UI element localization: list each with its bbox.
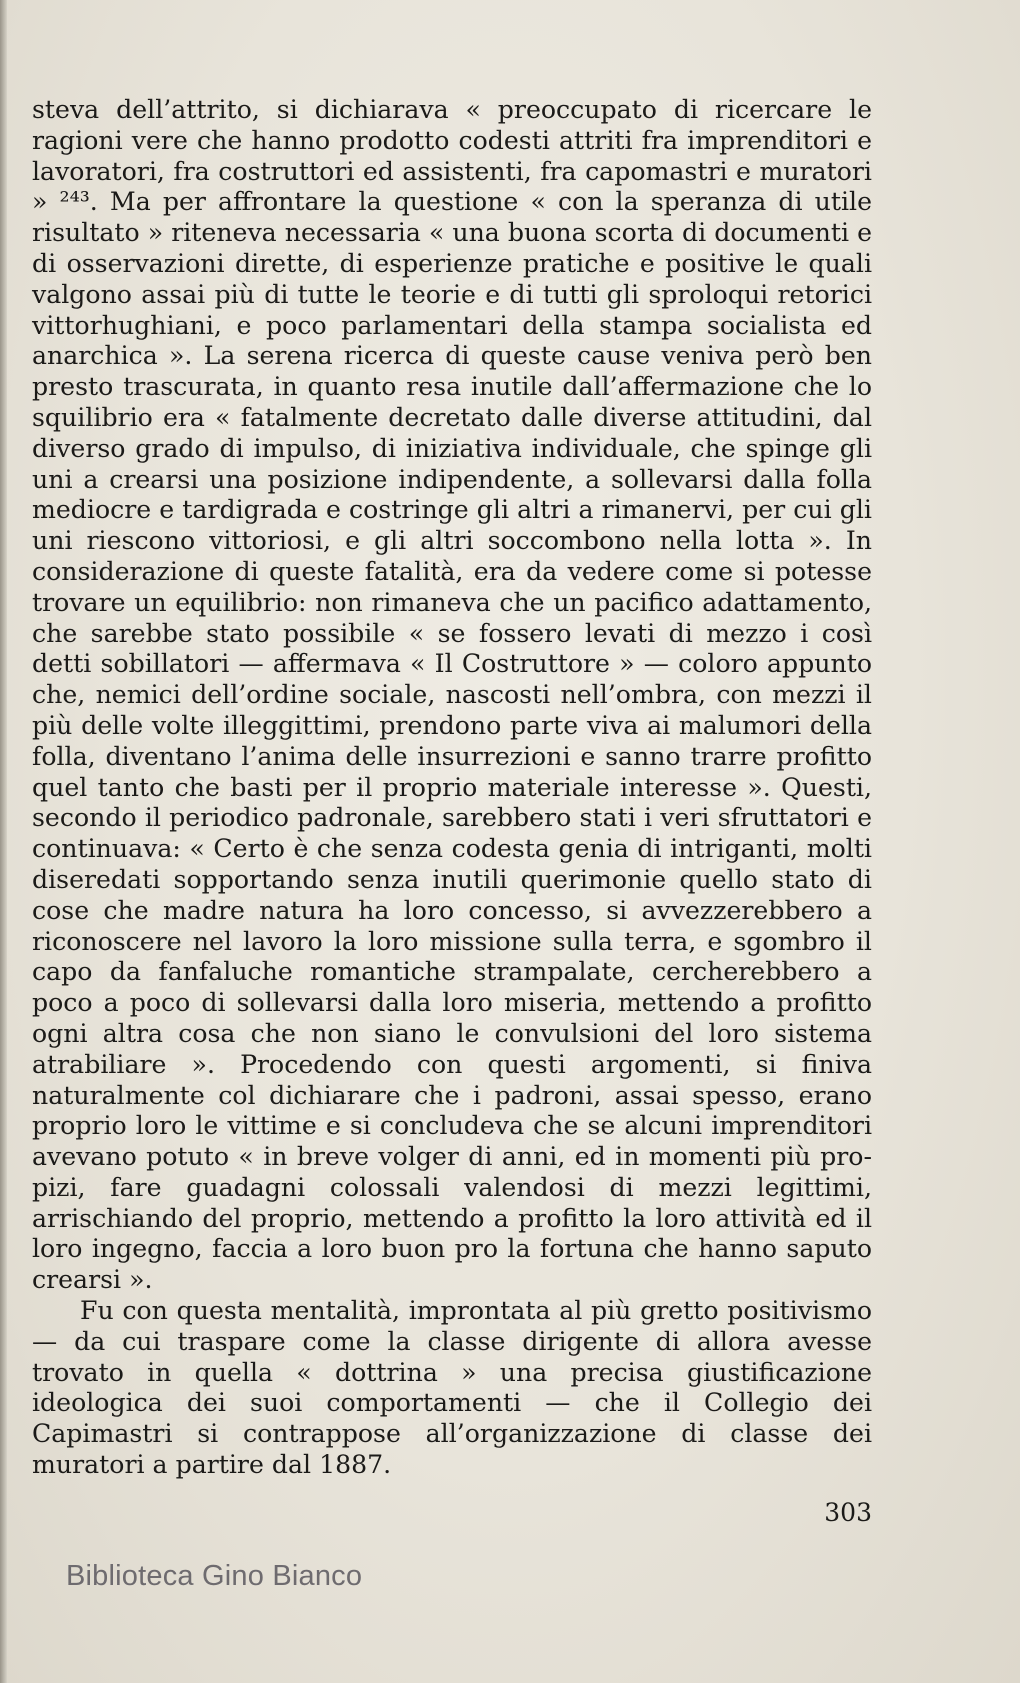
- page-number: 303: [824, 1498, 872, 1527]
- body-text: [32, 95, 872, 1481]
- library-watermark: Biblioteca Gino Bianco: [66, 1560, 363, 1592]
- paragraph-1: steva dell’attrito, si dichiarava « preoccupato di ricercare le ragioni vere che hanno prodotto codesti attriti fra imprenditori e lavoratori, fra costruttori ed assistenti, fra capomastri e muratori » ²⁴³. Ma per affrontare la questione « con la speranza di utile risultato » riteneva necessaria « una buona scorta di documenti e di osservazioni dirette, di esperienze pratiche e positive le quali valgono assai più di tutte le teorie e di tutti gli sproloqui retorici vittorhughiani, e poco parlamentari della stampa socialista ed anarchica ». La serena ricerca di queste cause veniva però ben presto trascurata, in quanto resa inutile dall’affermazione che lo squilibrio era « fatalmente decretato dalle diverse attitudini, dal diverso grado di impulso, di iniziativa individuale, che spinge gli uni a crearsi una posizione indipendente, a sollevarsi dalla folla mediocre e tardigrada e costringe gli altri a rimanervi, per cui gli uni riescono vittoriosi, e gli altri soccombono nella lotta ». In considerazione di queste fatalità, era da vedere come si potesse trovare un equilibrio: non rimaneva che un pacifico adattamento, che sarebbe stato possibile « se fossero levati di mezzo i così detti sobillatori — affermava « Il Costruttore » — coloro appunto che, nemici dell’ordine sociale, nascosti nell’ombra, con mezzi il più delle volte illeggittimi, prendono parte viva ai malumori della folla, diventano l’anima delle insurrezioni e sanno trarre profitto quel tanto che basti per il proprio materiale interesse ». Questi, secondo il periodico padronale, sarebbero stati i veri sfruttatori e continuava: « Certo è che senza codesta genia di intriganti, molti diseredati sopportando senza inutili querimonie quello stato di cose che madre natura ha loro concesso, si avvezzerebbero a riconoscere nel lavoro la loro missione sulla terra, e sgombro il capo da fanfaluche romantiche strampalate, cercherebbero a poco a poco di sollevarsi dalla loro miseria, mettendo a profitto ogni altra cosa che non siano le convulsioni del loro sistema atrabiliare ». Procedendo con questi argomenti, si finiva naturalmente col dichiarare che i padroni, assai spesso, erano proprio loro le vittime e si concludeva che se alcuni imprenditori avevano potuto « in breve volger di anni, ed in momenti più propizi, fare guadagni colossali valendosi di mezzi legittimi, arrischiando del proprio, mettendo a profitto la loro attività ed il loro ingegno, faccia a loro buon pro la fortuna che hanno saputo crearsi ».: [32, 95, 872, 1295]
- page-spine-edge: [0, 0, 7, 1683]
- paragraph-2: Fu con questa mentalità, improntata al più gretto positivismo — da cui traspare come la classe dirigente di allora avesse trovato in quella « dottrina » una precisa giustificazione ideologica dei suoi comportamenti — che il Collegio dei Capimastri si contrappose all’organizzazione di classe dei muratori a partire dal 1887.: [32, 1296, 872, 1480]
